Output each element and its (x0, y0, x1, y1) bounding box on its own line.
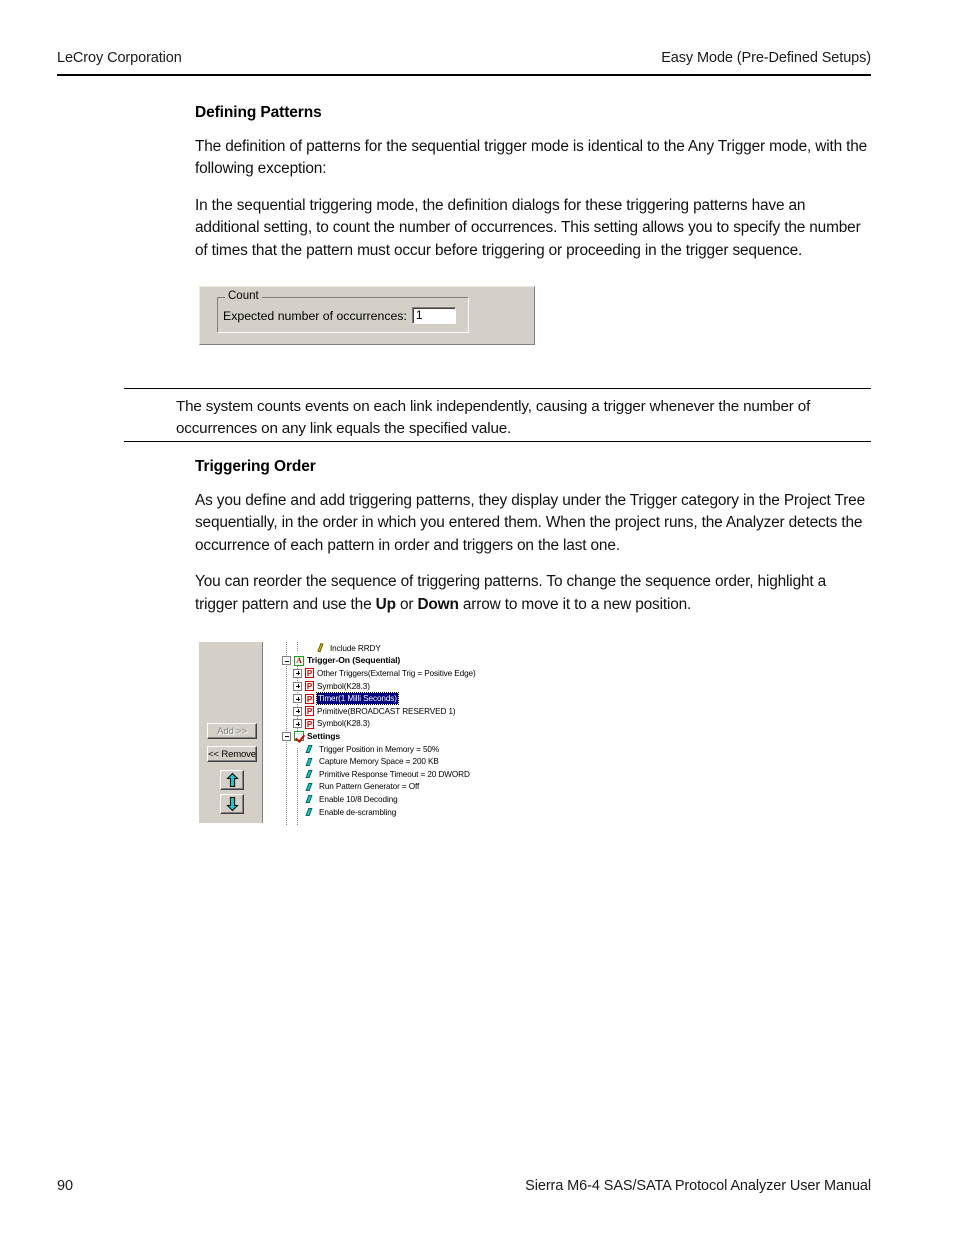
pattern-icon (305, 694, 314, 704)
add-button[interactable]: Add >> (207, 723, 257, 739)
arrow-down-icon (226, 797, 239, 811)
reorder-text-part1: You can reorder the sequence of triggering patterns. To change the sequence order, highlight a trigger pattern and use the (195, 573, 827, 613)
tree-item-label: Capture Memory Space = 200 KB (319, 757, 439, 767)
pattern-icon (305, 681, 314, 691)
down-keyword: Down (417, 595, 459, 613)
leaf-icon (305, 744, 316, 754)
expected-occurrences-row (223, 307, 456, 324)
header-company-name: LeCroy Corporation (57, 50, 182, 66)
paragraph-definition-identical: The definition of patterns for the sequential trigger mode is identical to the Any Trigger mode, with the following exception: (195, 138, 868, 178)
move-down-button[interactable] (220, 794, 244, 814)
paragraph-reorder-instructions (195, 571, 871, 616)
remove-button[interactable]: << Remove (207, 746, 257, 762)
defining-patterns-section (195, 104, 871, 262)
tree-item-label: Primitive Response Timeout = 20 DWORD (319, 769, 470, 779)
page-footer (57, 1178, 871, 1194)
tree-row[interactable] (279, 743, 494, 756)
rrdy-icon (316, 643, 327, 653)
tree-item-label: Symbol(K28.3) (317, 719, 370, 729)
tree-row[interactable] (279, 718, 494, 731)
tree-item-label: Primitive(BROADCAST RESERVED 1) (317, 706, 456, 716)
pattern-icon (305, 719, 314, 729)
reorder-text-part2: or (395, 595, 418, 613)
footer-manual-title: Sierra M6-4 SAS/SATA Protocol Analyzer User Manual (525, 1178, 871, 1194)
tree-row[interactable] (279, 667, 494, 680)
expand-node-icon[interactable] (293, 669, 302, 678)
tree-button-panel (199, 642, 263, 823)
arrow-up-icon (226, 773, 239, 787)
triggering-order-heading: Triggering Order (195, 458, 316, 475)
expected-occurrences-input[interactable]: 1 (412, 307, 456, 324)
trigger-icon (294, 656, 304, 666)
count-dialog-figure (199, 286, 535, 345)
tree-row[interactable] (279, 705, 494, 718)
tree-row[interactable] (279, 793, 494, 806)
expand-node-icon[interactable] (293, 694, 302, 703)
tree-item-label: Run Pattern Generator = Off (319, 782, 420, 792)
tree-item-label: Enable de-scrambling (319, 807, 397, 817)
project-tree-figure (199, 642, 494, 825)
tree-row[interactable] (279, 806, 494, 819)
tree-item-label: Enable 10/8 Decoding (319, 794, 398, 804)
leaf-icon (305, 794, 316, 804)
tree-row[interactable] (279, 755, 494, 768)
tree-item-label: Include RRDY (330, 643, 381, 653)
leaf-icon (305, 769, 316, 779)
tree-item-label: Symbol(K28.3) (317, 681, 370, 691)
expand-node-icon[interactable] (293, 707, 302, 716)
footer-page-number: 90 (57, 1178, 73, 1194)
tree-row[interactable] (279, 655, 494, 668)
tree-item-label: Other Triggers(External Trig = Positive Edge) (317, 668, 476, 678)
leaf-icon (305, 807, 316, 817)
header-divider-rule (57, 74, 871, 76)
note-bottom-rule (124, 441, 871, 442)
tree-row[interactable] (279, 692, 494, 705)
reorder-text-part3: arrow to move it to a new position. (458, 595, 692, 613)
move-up-button[interactable] (220, 770, 244, 790)
page-title: Defining Patterns (195, 104, 322, 121)
running-header (57, 50, 871, 66)
tree-item-label: Settings (307, 730, 341, 741)
tree-item-label-selected: Timer(1 Milli Seconds) (318, 694, 397, 704)
collapse-node-icon[interactable] (282, 656, 291, 665)
project-tree-panel[interactable] (279, 642, 494, 825)
expected-occurrences-label: Expected number of occurrences: (223, 308, 407, 323)
leaf-icon (305, 757, 316, 767)
settings-icon (294, 731, 304, 741)
tree-item-label: Trigger-On (Sequential) (307, 655, 401, 666)
count-groupbox (217, 290, 469, 333)
triggering-order-section (195, 458, 871, 616)
tree-row[interactable] (279, 781, 494, 794)
paragraph-sequential-count: In the sequential triggering mode, the definition dialogs for these triggering patterns have an additional setting, to count the number of occurrences. This setting allows you to specify the number of times that the pattern must occur before triggering or proceeding in the trigger sequence. (195, 196, 861, 259)
tree-row-list (279, 642, 494, 818)
up-keyword: Up (375, 595, 396, 613)
tree-row[interactable] (279, 642, 494, 655)
leaf-icon (305, 782, 316, 792)
note-top-rule (124, 388, 871, 389)
pattern-icon (305, 706, 314, 716)
tree-row[interactable] (279, 768, 494, 781)
pattern-icon (305, 668, 314, 678)
tree-row[interactable] (279, 680, 494, 693)
expand-node-icon[interactable] (293, 719, 302, 728)
count-groupbox-legend: Count (225, 290, 262, 302)
paragraph-trigger-display-order: As you define and add triggering patterns, they display under the Trigger category in the Project Tree sequentially, in the order in which you entered them. When the project runs, the Analyzer detects the occurrence of each pattern in order and triggers on the last one. (195, 492, 865, 554)
collapse-node-icon[interactable] (282, 732, 291, 741)
tree-row[interactable] (279, 730, 494, 743)
note-body-text: The system counts events on each link independently, causing a trigger whenever the number of occurrences on any link equals the specified value. (176, 398, 811, 437)
header-chapter-title: Easy Mode (Pre-Defined Setups) (661, 50, 871, 66)
expand-node-icon[interactable] (293, 682, 302, 691)
tree-item-label: Trigger Position in Memory = 50% (319, 744, 440, 754)
